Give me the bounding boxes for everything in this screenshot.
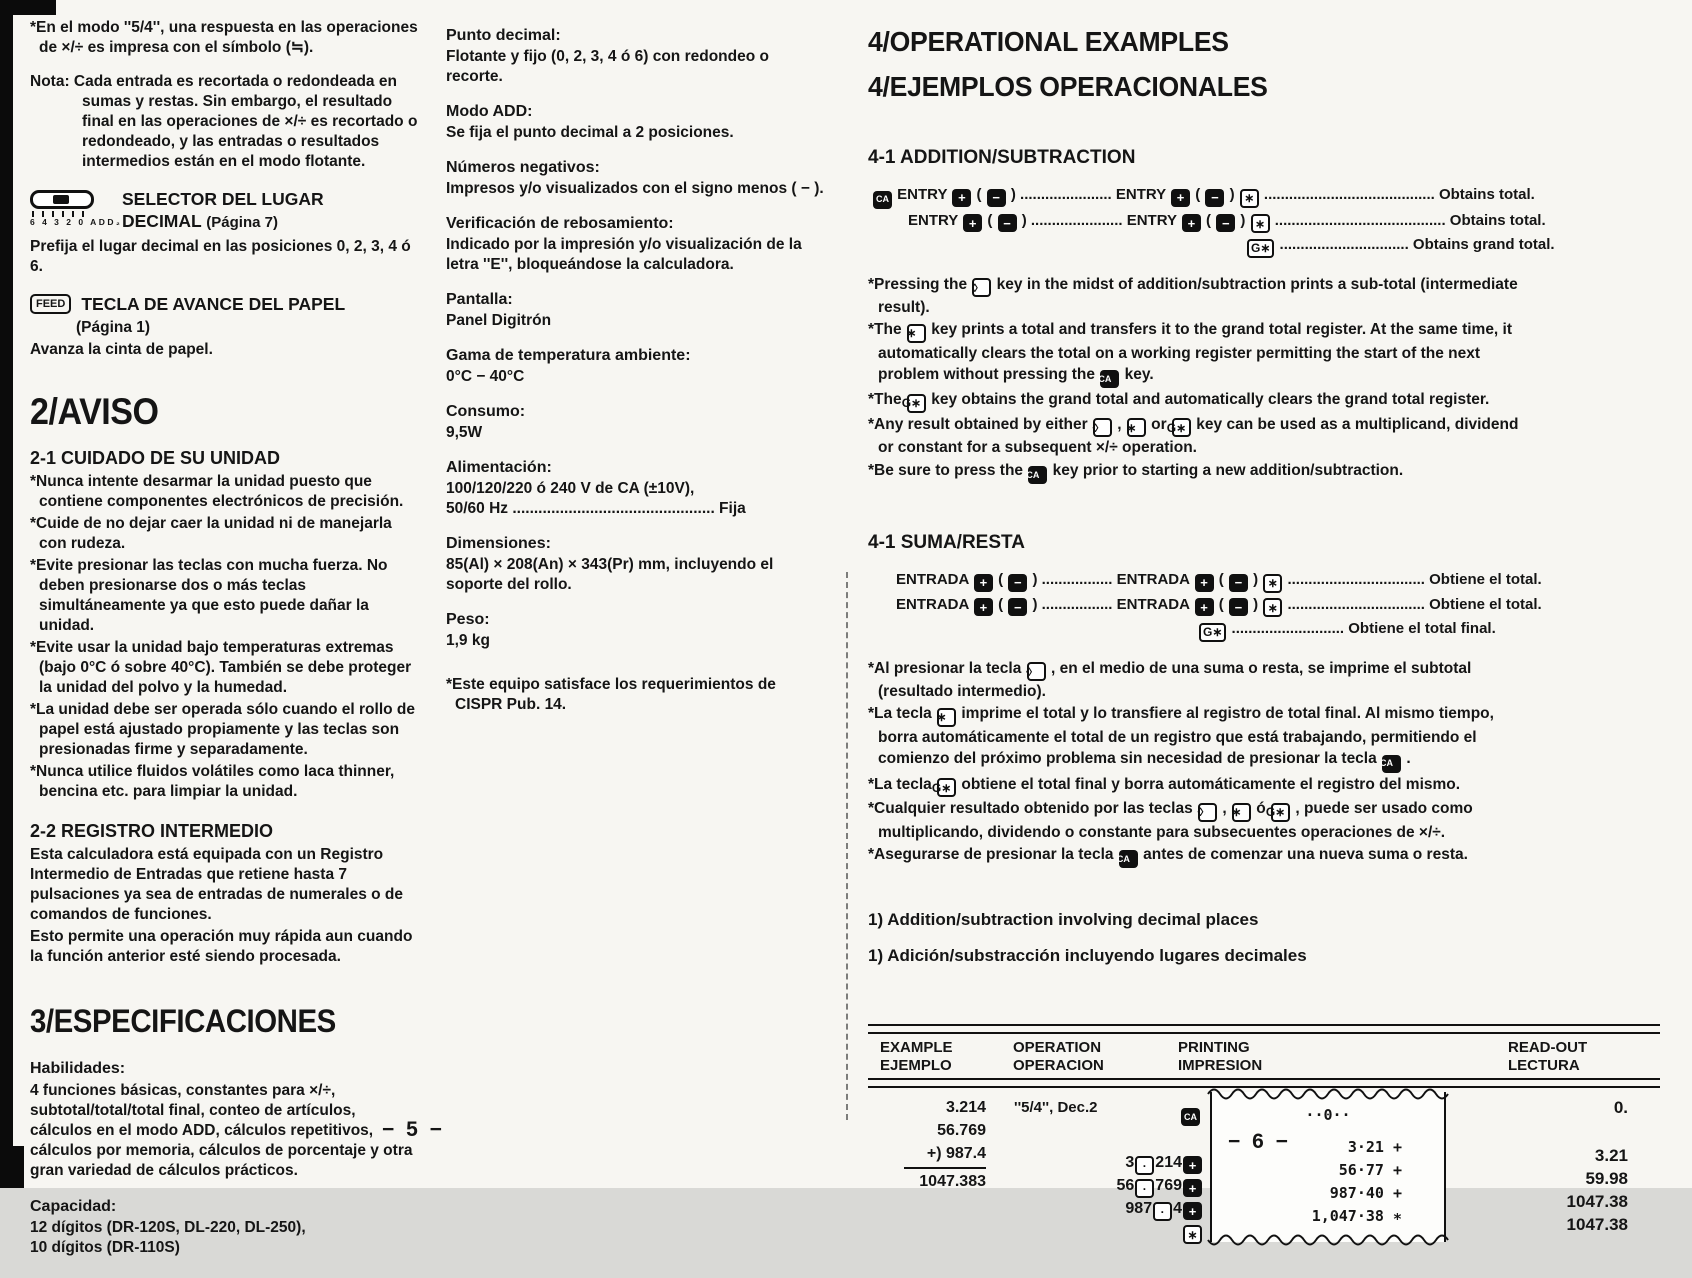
- care-item: *Cuide de no dejar caer la unidad ni de manejarla con rudeza.: [30, 515, 392, 553]
- minus-key-icon: −: [1205, 189, 1224, 207]
- sub-key-icon: ◊: [1093, 418, 1112, 437]
- nota-paragraph: [30, 72, 418, 172]
- spec-label: Punto decimal:: [446, 27, 561, 44]
- tape-print-line: ··0··: [1305, 1105, 1351, 1124]
- spec-item: [446, 158, 824, 199]
- sub-key-icon: ◊: [972, 278, 991, 297]
- addition-notes-es: [868, 658, 1528, 869]
- sub-key-icon: ◊: [1198, 803, 1217, 822]
- minus-key-icon: −: [1216, 214, 1235, 232]
- plus-key-icon: +: [963, 214, 982, 232]
- example-1-title-es: 1) Adición/substracción incluyendo lugares decimales: [868, 946, 1307, 966]
- spec-item: [446, 458, 824, 519]
- decimal-selector-block: [30, 188, 418, 233]
- operation-row: [988, 1220, 1203, 1243]
- plus-key-icon: +: [1183, 1156, 1202, 1174]
- spec-label: Consumo:: [446, 402, 526, 420]
- section-2-1-title: 2-1 CUIDADO DE SU UNIDAD: [30, 448, 281, 469]
- slider-switch-icon: [30, 190, 94, 209]
- formula-line: ENTRY + ( − ) ...................... ENTRY + ( − ) ∗ ......................................... Obtains total.: [908, 209, 1668, 234]
- care-item: *La unidad debe ser operada sólo cuando el rollo de papel está ajustado propiamente y las teclas son presionadas firme y separadamente.: [30, 701, 415, 759]
- register-paragraph-1: Esta calculadora está equipada con un Registro Intermedio de Entradas que retiene hasta 7 pulsaciones ya sea de entradas de numerales o de comandos de funciones.: [30, 846, 404, 924]
- note-item: *Al presionar la tecla ◊ , en el medio de una suma o resta, se imprime el subtotal (resultado intermedio).: [868, 659, 1472, 701]
- mode-note: ''5/4'', Dec.2: [1014, 1098, 1098, 1116]
- spec-text-2: 50/60 Hz ............................................... Fija: [446, 499, 746, 517]
- total-key-icon: ∗: [1232, 803, 1251, 822]
- header-operation: OPERATION OPERACION: [1013, 1039, 1104, 1074]
- feed-key-icon: FEED: [30, 294, 71, 314]
- spec-label: Números negativos:: [446, 159, 600, 177]
- page-5: [30, 18, 836, 1258]
- formula-line: G∗ ............................... Obtains grand total.: [1246, 233, 1668, 258]
- note-item: *The G∗ key obtains the grand total and automatically clears the grand total register.: [868, 389, 1528, 413]
- total-key-icon: ∗: [937, 708, 956, 727]
- ca-key-icon: CA: [1028, 466, 1047, 484]
- ca-key-icon: CA: [1119, 850, 1138, 868]
- care-item: *Evite usar la unidad bajo temperaturas extremas (bajo 0°C ó sobre 40°C). También se debe proteger la unidad del polvo y la humedad.: [30, 639, 412, 697]
- capacidad-label: Capacidad:: [30, 1198, 117, 1216]
- ca-key-icon: CA: [1382, 755, 1401, 773]
- grand-key-icon: G∗: [1199, 623, 1226, 642]
- dot-key-icon: ·: [1135, 1179, 1154, 1198]
- ca-key-icon: CA: [873, 191, 892, 209]
- plus-key-icon: +: [1183, 1179, 1202, 1197]
- ca-key-icon: CA: [1181, 1108, 1200, 1126]
- dot-key-icon: ·: [1153, 1202, 1172, 1221]
- care-item: *Nunca utilice fluidos volátiles como laca thinner, bencina etc. para limpiar la unidad.: [30, 763, 395, 801]
- minus-key-icon: −: [987, 189, 1006, 207]
- total-key-icon: ∗: [907, 324, 926, 343]
- minus-key-icon: −: [1229, 574, 1248, 592]
- selector-title-decimal: DECIMAL: [122, 211, 202, 232]
- selector-title-block: [122, 188, 324, 233]
- example-sum-rule: [904, 1167, 986, 1169]
- spec-item: [446, 610, 824, 651]
- tape-torn-edge-bottom: [1208, 1238, 1448, 1248]
- spec-text: Panel Digitrón: [446, 311, 552, 329]
- operation-row: 3 · 214 +: [988, 1151, 1203, 1174]
- spec-item: [446, 102, 824, 143]
- readout-value: 1047.38: [1566, 1191, 1628, 1211]
- spec-item: [446, 290, 824, 331]
- plus-key-icon: +: [1182, 214, 1201, 232]
- spec-label: Alimentación:: [446, 458, 552, 476]
- table-header-row: [868, 1034, 1660, 1078]
- grand-key-icon: G∗: [1247, 239, 1274, 258]
- note-item: *Be sure to press the CA key prior to starting a new addition/subtraction.: [868, 460, 1528, 485]
- example-column: [868, 1096, 986, 1193]
- spec-text: Se fija el punto decimal a 2 posiciones.: [446, 123, 734, 141]
- section-2-2-title: 2-2 REGISTRO INTERMEDIO: [30, 821, 274, 842]
- spec-item: [446, 534, 824, 595]
- clear-all-key-slot: [1180, 1092, 1206, 1242]
- capacidad-line-2: 10 dígitos (DR-110S): [30, 1238, 180, 1256]
- readout-value: 1047.38: [1566, 1214, 1628, 1234]
- table-rule-top: [868, 1024, 1660, 1034]
- readout-value: 0.: [1613, 1097, 1628, 1117]
- grand-key-icon: G∗: [1271, 803, 1290, 822]
- scan-mark-bottom: [0, 1146, 24, 1188]
- operation-row: 987 · 4 +: [988, 1197, 1203, 1220]
- spec-label: Gama de temperatura ambiente:: [446, 346, 691, 364]
- page-number-5: − 5 −: [382, 1118, 445, 1141]
- addition-notes-en: [868, 274, 1528, 485]
- example-1-title-en: 1) Addition/subtraction involving decimal places: [868, 910, 1259, 930]
- page5-column-1: [30, 18, 418, 1258]
- readout-value: 59.98: [1585, 1168, 1628, 1188]
- note-item: *La tecla ∗ imprime el total y lo transfiere al registro de total final. Al mismo tiempo, borra automáticamente el total de un registro que está trabajando, permitiendo el comienzo del próximo problema sin necesidad de presionar la tecla CA .: [868, 703, 1528, 772]
- printer-tape: [1210, 1092, 1446, 1242]
- plus-key-icon: +: [1183, 1202, 1202, 1220]
- plus-key-icon: +: [1171, 189, 1190, 207]
- habilidades-text: 4 funciones básicas, constantes para ×/÷, subtotal/total/total final, conteo de artículos, cálculos en el modo ADD, cálculos repetitivos, cálculos por memoria, cálculos de porcentaje y otra gran variedad de cálculos prácticos.: [30, 1082, 413, 1180]
- page-fold-line: [846, 572, 848, 1120]
- spec-label: Verificación de rebosamiento:: [446, 214, 674, 232]
- note-item: *Pressing the ◊ key in the midst of addition/subtraction prints a sub-total (intermediate result).: [868, 275, 1518, 316]
- note-item: *La tecla G∗ obtiene el total final y borra automáticamente el registro del mismo.: [868, 774, 1528, 798]
- formula-line: ENTRADA + ( − ) ................. ENTRADA + ( − ) ∗ ................................. Obtiene el total.: [896, 593, 1668, 618]
- spec-text: Indicado por la impresión y/o visualización de la letra ''E'', bloqueándose la calculadora.: [446, 235, 802, 273]
- header-example: EXAMPLE EJEMPLO: [880, 1039, 953, 1074]
- example-value: +) 987.4: [926, 1144, 986, 1162]
- readout-value: 3.21: [1594, 1145, 1628, 1165]
- tape-torn-edge-top: [1208, 1086, 1448, 1096]
- grand-key-icon: G∗: [907, 394, 926, 413]
- mode-54-note: *En el modo ''5/4'', una respuesta en las operaciones de ×/÷ es impresa con el símbolo (≒).: [30, 19, 418, 56]
- plus-key-icon: +: [974, 598, 993, 616]
- selector-description: Prefija el lugar decimal en las posiciones 0, 2, 3, 4 ó 6.: [30, 238, 411, 275]
- example-total: 1047.383: [919, 1172, 986, 1190]
- spec-label: Peso:: [446, 611, 490, 628]
- header-readout: READ-OUT LECTURA: [1508, 1039, 1588, 1074]
- nota-label: Nota:: [30, 72, 70, 90]
- total-key-icon: ∗: [1263, 574, 1282, 593]
- spec-text: 9,5W: [446, 423, 483, 441]
- section-4-1-title-en: 4-1 ADDITION/SUBTRACTION: [868, 147, 1136, 168]
- plus-key-icon: +: [1195, 574, 1214, 592]
- tape-print-line: 56·77 +: [1338, 1160, 1402, 1179]
- spec-text: Flotante y fijo (0, 2, 3, 4 ó 6) con redondeo o recorte.: [446, 47, 769, 85]
- page-6: [868, 20, 1668, 1278]
- operation-row: 56 · 769 +: [988, 1174, 1203, 1197]
- formula-line: ENTRADA + ( − ) ................. ENTRADA + ( − ) ∗ ................................. Obtiene el total.: [896, 568, 1668, 593]
- minus-key-icon: −: [1229, 598, 1248, 616]
- minus-key-icon: −: [1008, 598, 1027, 616]
- table-body: [868, 1092, 1660, 1278]
- plus-key-icon: +: [952, 189, 971, 207]
- spec-item: [446, 346, 824, 387]
- total-key-icon: ∗: [1240, 189, 1259, 208]
- spec-text: 85(Al) × 208(An) × 343(Pr) mm, incluyendo el soporte del rollo.: [446, 555, 774, 593]
- grand-key-icon: G∗: [1172, 418, 1191, 437]
- dot-key-icon: ·: [1135, 1156, 1154, 1175]
- cispr-note: *Este equipo satisface los requerimientos de CISPR Pub. 14.: [446, 675, 776, 714]
- tape-print-line: 3·21 +: [1347, 1137, 1402, 1156]
- spec-text: Impresos y/o visualizados con el signo menos ( − ).: [446, 179, 824, 197]
- scan-edge-bar: [0, 0, 13, 1188]
- readout-column: [1478, 1096, 1628, 1236]
- care-item: *Nunca intente desarmar la unidad puesto que contiene componentes electrónicos de precisión.: [30, 473, 404, 511]
- note-item: *Cualquier resultado obtenido por las teclas ◊ , ∗ ó G∗ , puede ser usado como multiplicando, dividendo o constante para subsecuentes operaciones de ×/÷.: [868, 800, 1473, 841]
- minus-key-icon: −: [998, 214, 1017, 232]
- care-item: *Evite presionar las teclas con mucha fuerza. No deben presionarse dos o más teclas simultáneamente ya que esto puede dañar la unidad.: [30, 557, 388, 635]
- formula-line: G∗ ........................... Obtiene el total final.: [1198, 617, 1668, 642]
- sub-key-icon: ◊: [1027, 662, 1046, 681]
- page5-column-2: [446, 18, 824, 1258]
- feed-page-ref: (Página 1): [76, 318, 151, 336]
- note-item: *Asegurarse de presionar la tecla CA antes de comenzar una nueva suma o resta.: [868, 844, 1528, 869]
- printing-column: [1180, 1092, 1446, 1242]
- spec-label: Pantalla:: [446, 291, 513, 309]
- grand-key-icon: G∗: [937, 778, 956, 797]
- feed-description: Avanza la cinta de papel.: [30, 340, 213, 358]
- total-key-icon: ∗: [1127, 418, 1146, 437]
- scan-mark-top: [0, 0, 56, 15]
- capacidad-line-1: 12 dígitos (DR-120S, DL-220, DL-250),: [30, 1218, 306, 1236]
- section-4-1-title-es: 4-1 SUMA/RESTA: [868, 532, 1025, 554]
- formula-line: CA ENTRY + ( − ) ...................... ENTRY + ( − ) ∗ ......................................... Obtains total.: [872, 183, 1668, 209]
- spec-text: 100/120/220 ó 240 V de CA (±10V),: [446, 479, 695, 497]
- spec-label: Modo ADD:: [446, 103, 533, 121]
- spec-label: Dimensiones:: [446, 534, 551, 552]
- nota-text: Cada entrada es recortada o redondeada en sumas y restas. Sin embargo, el resultado final en las operaciones de ×/÷ es recortado o redondeado, y las entradas o resultados intermedios están en el modo flotante.: [73, 72, 418, 170]
- section-2-heading: 2/AVISO: [30, 390, 159, 432]
- spec-text: 0°C − 40°C: [446, 367, 525, 385]
- spec-item: [446, 214, 824, 275]
- total-key-icon: ∗: [1251, 214, 1270, 233]
- decimal-selector-icon: [30, 188, 123, 228]
- feed-key-block: [30, 293, 418, 316]
- plus-key-icon: +: [1195, 598, 1214, 616]
- habilidades-label: Habilidades:: [30, 1059, 126, 1077]
- page-number-6: − 6 −: [1228, 1130, 1291, 1153]
- operation-rows: [988, 1151, 1203, 1243]
- section-3-heading: 3/ESPECIFICACIONES: [30, 1003, 336, 1040]
- note-item: *Any result obtained by either ◊ , ∗ or G∗ key can be used as a multiplicand, dividend or constant for a subsequent ×/÷ operation.: [868, 415, 1519, 457]
- total-key-icon: ∗: [1263, 598, 1282, 617]
- selector-scale-label: 6 4 3 2 0 ADD₂: [30, 216, 123, 227]
- feed-title: TECLA DE AVANCE DEL PAPEL: [81, 293, 346, 314]
- example-value: 56.769: [937, 1121, 986, 1139]
- spec-item: [446, 26, 824, 87]
- selector-page-ref: (Página 7): [206, 214, 278, 232]
- example-value: 3.214: [945, 1098, 986, 1116]
- selector-title-line2: [122, 210, 324, 233]
- note-item: *The ∗ key prints a total and transfers it to the grand total register. At the same time, it automatically clears the total on a working register permitting the start of the next problem without pressing the CA key.: [868, 319, 1528, 388]
- spec-item: [446, 402, 824, 443]
- header-printing: PRINTING IMPRESION: [1178, 1039, 1263, 1074]
- section-4-heading-en: 4/OPERATIONAL EXAMPLES: [868, 26, 1229, 57]
- tape-print-line: 987·40 +: [1329, 1183, 1402, 1202]
- register-paragraph-2: Esto permite una operación muy rápida aun cuando la función anterior esté siendo procesada.: [30, 928, 413, 966]
- minus-key-icon: −: [1008, 574, 1027, 592]
- selector-title-line1: SELECTOR DEL LUGAR: [122, 188, 324, 209]
- operation-column: [988, 1096, 1203, 1243]
- total-key-icon: ∗: [1183, 1225, 1202, 1244]
- tape-print-line: 1,047·38 ∗: [1311, 1206, 1402, 1225]
- plus-key-icon: +: [974, 574, 993, 592]
- spec-text: 1,9 kg: [446, 631, 490, 649]
- ca-key-icon: CA: [1100, 370, 1119, 388]
- section-4-heading-es: 4/EJEMPLOS OPERACIONALES: [868, 71, 1268, 102]
